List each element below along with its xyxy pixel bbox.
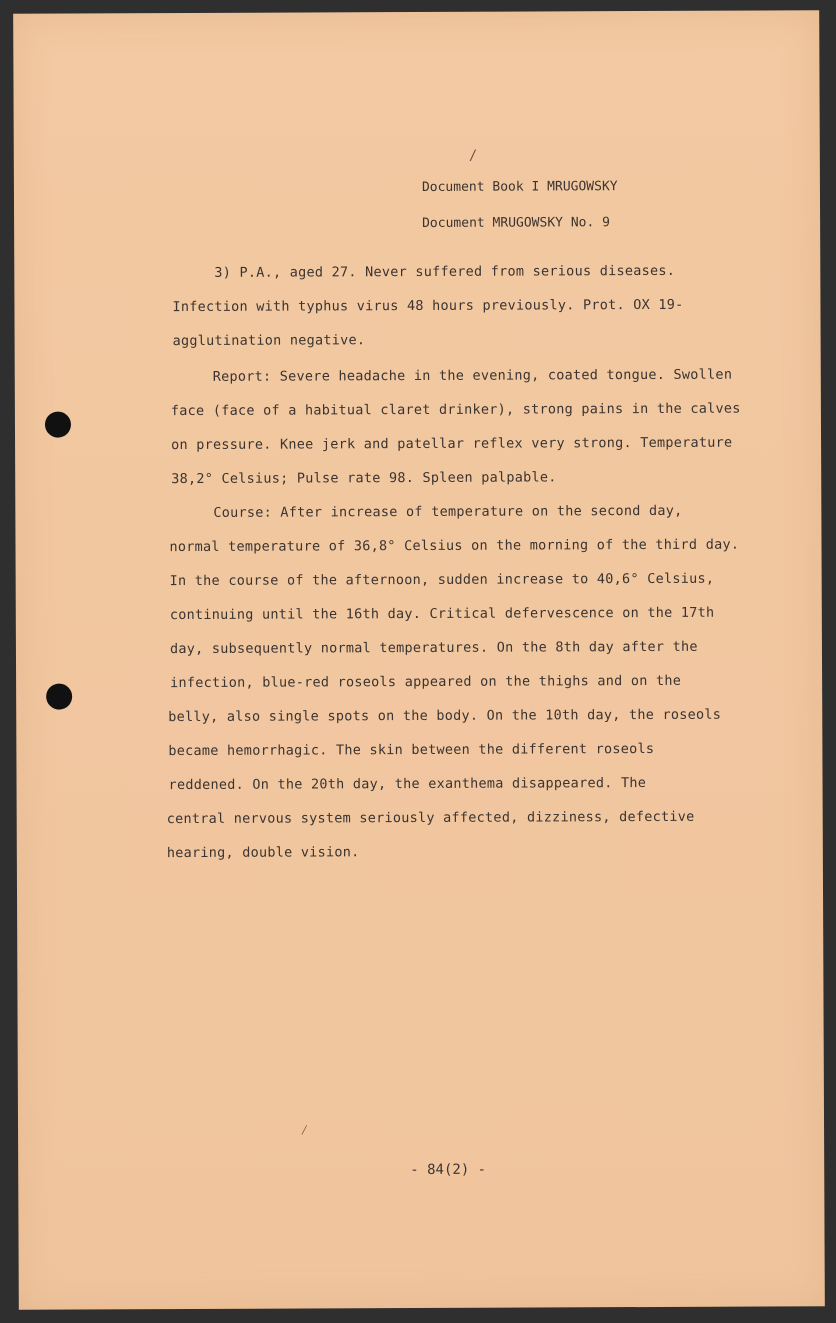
text-line: face (face of a habitual claret drinker), strong pains in the calves (170, 400, 741, 420)
text-line: continuing until the 16th day. Critical defervescence on the 17th (169, 604, 715, 624)
document-page (13, 10, 825, 1310)
text-line: infection, blue-red roseols appeared on the thighs and on the (170, 672, 682, 692)
text-line: on pressure. Knee jerk and patellar reflex very strong. Temperature (171, 434, 733, 454)
text-line: day, subsequently normal temperatures. On the 8th day after the (169, 638, 698, 658)
text-line: Infection with typhus virus 48 hours previously. Prot. OX 19- (172, 296, 684, 316)
text-line: agglutination negative. (172, 332, 366, 350)
text-line: Report: Severe headache in the evening, coated tongue. Swollen (212, 366, 733, 385)
text-line: In the course of the afternoon, sudden increase to 40,6° Celsius, (169, 570, 715, 590)
ink-mark-bottom: ⁄ (300, 1122, 309, 1139)
document-number-header: Document MRUGOWSKY No. 9 (422, 215, 610, 231)
text-line: hearing, double vision. (166, 844, 360, 862)
text-line: belly, also single spots on the body. On the 10th day, the roseols (168, 706, 722, 726)
page-number: - 84(2) - (410, 1161, 487, 1179)
text-line: Course: After increase of temperature on the second day, (213, 502, 683, 521)
text-line: became hemorrhagic. The skin between the different roseols (168, 740, 655, 760)
ink-mark: / (468, 147, 478, 164)
text-line: 38,2° Celsius; Pulse rate 98. Spleen palpable. (171, 469, 557, 488)
text-line: reddened. On the 20th day, the exanthema disappeared. The (168, 775, 647, 794)
text-line: 3) P.A., aged 27. Never suffered from serious diseases. (214, 262, 676, 281)
text-line: normal temperature of 36,8° Celsius on the morning of the third day. (169, 536, 740, 556)
punch-hole-top (45, 412, 71, 438)
text-line: central nervous system seriously affected, dizziness, defective (166, 808, 695, 828)
document-book-header: Document Book I MRUGOWSKY (421, 179, 618, 195)
punch-hole-bottom (46, 684, 72, 710)
